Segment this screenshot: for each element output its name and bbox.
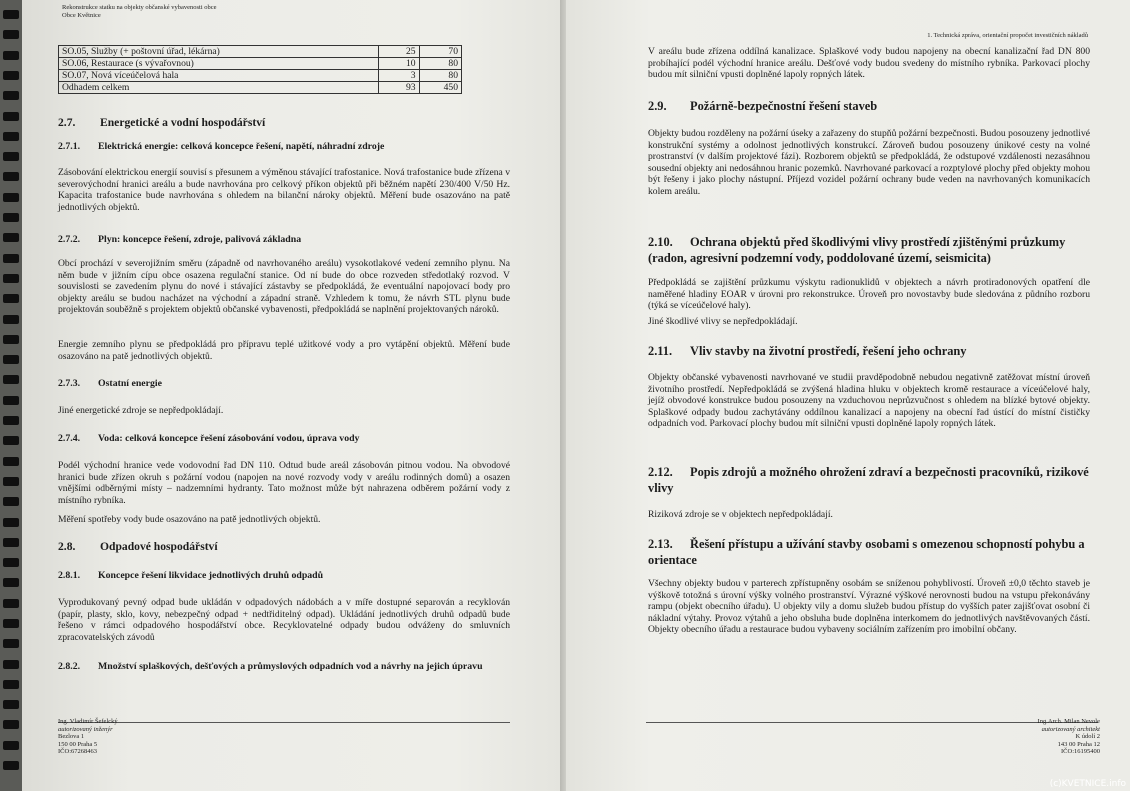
section-title: Popis zdrojů a možného ohrožení zdraví a bezpečnosti pracovníků, rizikové vlivy bbox=[648, 465, 1089, 495]
footer-line: autorizovaný architekt bbox=[1041, 725, 1100, 733]
binding-ring bbox=[3, 680, 19, 689]
section-number: 2.12. bbox=[648, 465, 673, 479]
table-cell: SO.07, Nová víceúčelová hala bbox=[59, 70, 379, 82]
binding-ring bbox=[3, 477, 19, 486]
table-row bbox=[59, 46, 462, 58]
section-heading bbox=[58, 116, 265, 129]
binding-ring bbox=[3, 51, 19, 60]
footer-line: 150 00 Praha 5 bbox=[58, 740, 98, 748]
footer-rule bbox=[646, 722, 1098, 723]
paragraph: Podél východní hranice vede vodovodní řad DN 110. Odtud bude areál zásobován pitnou vodou. Na obvodové hranici bude zřízen okruh s požární vodou (napojen na nové rozvody vody v areálu rodinných domů) a osazen vnějšími odběrnými místy – nadzemními hydranty. Tato možnost může být nahrazena odběrem požární vody z místního rybníka. bbox=[58, 460, 510, 506]
binding-ring bbox=[3, 639, 19, 648]
paragraph: Všechny objekty budou v parterech zpřístupněny osobám se sníženou pohyblivostí. Úroveň ±0,0 těchto staveb je výškově totožná s úrovní výšky volného prostranství. Výrazné výškové nerovnosti budou na vstupu překonávány rampu (objekt obecního úřadu). U objekty vily a domu služeb budou přístup do vyšších pater zajišťovat osobní či nákladní výtahy. Provoz výtahů a jeho obsluha bude doplněna interkomem do jednotlivých navštěvovaných částí. Objekty obecního úřadu a restaurace budou vybaveny sociálním zařízením pro imobilní občany. bbox=[648, 578, 1090, 636]
subsection-heading bbox=[58, 378, 162, 389]
section-number: 2.9. bbox=[648, 99, 667, 113]
section-title: Plyn: koncepce řešení, zdroje, palivová základna bbox=[98, 234, 302, 245]
section-number: 2.13. bbox=[648, 537, 673, 551]
subsection-heading bbox=[58, 660, 510, 673]
table-cell: 450 bbox=[419, 82, 461, 94]
paragraph: Předpokládá se zajištění průzkumu výskytu radionuklidů v objektech a návrh protiradonových opatření dle naměřené hladiny EOAR v úrovni pro rekonstrukce. Úroveň pro novostavby bude sledována z půdního rozboru (týká se víceúčelové haly). bbox=[648, 277, 1090, 312]
footer-line: K údolí 2 bbox=[1075, 733, 1100, 741]
binding-ring bbox=[3, 700, 19, 709]
paragraph: Vyprodukovaný pevný odpad bude ukládán v odpadových nádobách a v míře dostupné separován a recyklován (papír, plasty, sklo, kovy, nebezpečný odpad + nedtřiditelný odpad). Ukládání jednotlivých druhů odpadů bude řešeno v rámci odpadového hospodářství obce. Recyklovatelné odpady budou odváženy do smluvních zpracovatelských závodů bbox=[58, 597, 510, 643]
table-cell: 3 bbox=[379, 70, 419, 82]
section-number: 2.7. bbox=[58, 116, 76, 129]
paragraph: Energie zemního plynu se předpokládá pro přípravu teplé užitkové vody a pro vytápění objektů. Měření bude osazováno na patě jednotlivých objektů. bbox=[58, 339, 510, 362]
binding-ring bbox=[3, 761, 19, 770]
table-cell: 70 bbox=[419, 46, 461, 58]
binding-ring bbox=[3, 416, 19, 425]
subsection-heading bbox=[58, 234, 301, 245]
paragraph: Riziková zdroje se v objektech nepředpokládají. bbox=[648, 509, 833, 520]
section-heading bbox=[648, 343, 967, 359]
binding-ring bbox=[3, 30, 19, 39]
binding-ring bbox=[3, 538, 19, 547]
table-cell: SO.05, Služby (+ poštovní úřad, lékárna) bbox=[59, 46, 379, 58]
table-cell: 93 bbox=[379, 82, 419, 94]
section-title: Řešení přístupu a užívání stavby osobami s omezenou schopností pohybu a orientace bbox=[648, 537, 1085, 567]
binding-ring bbox=[3, 112, 19, 121]
footer-line: Ing.Arch. Milan Nevole bbox=[1037, 718, 1100, 725]
binding-ring bbox=[3, 375, 19, 384]
section-title: Voda: celková koncepce řešení zásobování vodou, úprava vody bbox=[98, 433, 360, 444]
section-heading bbox=[648, 464, 1100, 496]
binding-ring bbox=[3, 213, 19, 222]
table-cell: Odhadem celkem bbox=[59, 82, 379, 94]
left-page-header bbox=[62, 4, 217, 20]
table-cell: 80 bbox=[419, 70, 461, 82]
section-title: Odpadové hospodářství bbox=[100, 540, 218, 553]
left-page bbox=[22, 0, 562, 791]
binding-ring bbox=[3, 436, 19, 445]
subsection-heading bbox=[58, 570, 323, 581]
section-number: 2.11. bbox=[648, 344, 673, 358]
paragraph: Objekty občanské vybavenosti navrhované ve studii pravděpodobně nebudou negativně zatěžovat místní úroveň životního prostředí. Nepředpokládá se zvýšená hladina hluku v objektech kromě restaurace a víceúčelové haly, jejíž obvodové konstrukce budou posouzeny na vzduchovou neprůzvučnost s ohledem na blízké bytové objekty. Splaškové odpady budou zachytávány oddílnou kanalizací a napojeny na obecní řad ústící do místní čističky odpadních vod. Parkovací plochy budou mít silniční vpusti doplněné lapoly ropných látek. bbox=[648, 372, 1090, 430]
capacity-table bbox=[58, 45, 462, 94]
table-row bbox=[59, 58, 462, 70]
footer-rule bbox=[58, 722, 510, 723]
paragraph: Obcí prochází v severojižním směru (západně od navrhovaného areálu) vysokotlakové vedení zemního plynu. Na něm bude v jižním cípu obce osazena regulační stanice. Od ní bude do obce rozveden středotlaký rozvod. V souvislosti se zavedením plynu do nové i stávající zástavby se předpokládá, že eventuální napojovací body pro objekty areálu se budou nacházet na východní a západní straně. Vzhledem k tomu, že návrh STL plynu bude projektován souběžně s projektem objektů občanské vybavenosti, předpokládá se naplnění projektovaných nároků. bbox=[58, 258, 510, 316]
section-heading bbox=[648, 536, 1100, 568]
section-title: Koncepce řešení likvidace jednotlivých druhů odpadů bbox=[98, 570, 324, 581]
section-number: 2.7.1. bbox=[58, 141, 81, 152]
binding-ring bbox=[3, 91, 19, 100]
table-cell: 10 bbox=[379, 58, 419, 70]
subsection-heading bbox=[58, 433, 359, 444]
section-title: Elektrická energie: celková koncepce řešení, napětí, náhradní zdroje bbox=[98, 141, 385, 152]
footer-line: autorizovaný inženýr bbox=[58, 725, 113, 733]
binding-ring bbox=[3, 233, 19, 242]
footer-right bbox=[1038, 718, 1100, 756]
binding-ring bbox=[3, 274, 19, 283]
footer-left bbox=[58, 718, 118, 756]
binding-ring bbox=[3, 599, 19, 608]
paragraph: Jiné energetické zdroje se nepředpokládají. bbox=[58, 405, 224, 416]
paragraph: Zásobování elektrickou energií souvisí s přesunem a výměnou stávající trafostanice. Nová trafostanice bude zřízena v severovýchodní hranici areálu a bude navrhována pro celkový příkon objektů při běžném napětí 230/400 V/50 Hz. Kapacita trafostanice bude navrhována s ohledem na bilanční nároky objektů. Měření bude osazováno na patě jednotlivých objektů. bbox=[58, 167, 510, 213]
binding-ring bbox=[3, 10, 19, 19]
binding-ring bbox=[3, 497, 19, 506]
table-cell: 80 bbox=[419, 58, 461, 70]
section-title: Energetické a vodní hospodářství bbox=[100, 116, 266, 129]
paragraph: V areálu bude zřízena oddílná kanalizace. Splaškové vody budou napojeny na obecní kanalizační řad DN 800 probíhající podél východní hranice areálu. Dešťové vody budou svedeny do místního rybníka. Parkovací plochy budou mít silniční vpusti doplněné lapoly ropných látek. bbox=[648, 46, 1090, 81]
footer-line: Bezlova 1 bbox=[58, 733, 85, 741]
section-heading bbox=[648, 98, 877, 114]
binding-ring bbox=[3, 355, 19, 364]
binding-ring bbox=[3, 335, 19, 344]
table-cell: SO.06, Restaurace (s vývařovnou) bbox=[59, 58, 379, 70]
section-number: 2.10. bbox=[648, 235, 673, 249]
binding-ring bbox=[3, 315, 19, 324]
paragraph: Měření spotřeby vody bude osazováno na patě jednotlivých objektů. bbox=[58, 514, 321, 525]
watermark: (c)KVETNICE.info bbox=[1049, 779, 1126, 789]
binding-ring bbox=[3, 254, 19, 263]
right-page bbox=[566, 0, 1130, 791]
table-row bbox=[59, 82, 462, 94]
right-page-header: 1. Technická zpráva, orientační propočet investičních nákladů bbox=[927, 32, 1088, 39]
section-title: Vliv stavby na životní prostředí, řešení jeho ochrany bbox=[690, 344, 967, 358]
binding-ring bbox=[3, 152, 19, 161]
section-title: Ostatní energie bbox=[98, 378, 162, 389]
paragraph: Objekty budou rozděleny na požární úseky a zařazeny do stupňů požární bezpečnosti. Budou posouzeny jednotlivé konstrukční systémy a odolnost jednotlivých konstrukcí. Zároveň budou posouzeny únikové cesty na volné prostranství (v dalším projektové fázi). Rozborem objektů se předpokládá, že odstupové vzdálenosti nezasáhnou sousední objekty ani nedosáhnou hranic pozemků. Navrhované parkovací a rozptylové plochy před objekty mohou být řešeny i jako plochy nástupní. Příjezd vozidel požární ochrany bude veden na navrhovaných komunikacích kolem areálu. bbox=[648, 128, 1090, 197]
footer-line: IČO:67268463 bbox=[58, 748, 97, 756]
binding-ring bbox=[3, 619, 19, 628]
binding-ring bbox=[3, 396, 19, 405]
header-line: Obce Květnice bbox=[62, 12, 101, 19]
binding-ring bbox=[3, 741, 19, 750]
binding-ring bbox=[3, 558, 19, 567]
binding-ring bbox=[3, 294, 19, 303]
binding-ring bbox=[3, 578, 19, 587]
footer-line: IČO:16195400 bbox=[1061, 748, 1100, 756]
binding-ring bbox=[3, 720, 19, 729]
binding-ring bbox=[3, 518, 19, 527]
section-title: Požárně-bezpečnostní řešení staveb bbox=[690, 99, 878, 113]
header-line: Rekonstrukce statku na objekty občanské vybavenosti obce bbox=[62, 4, 217, 11]
binding-ring bbox=[3, 457, 19, 466]
section-title: Množství splaškových, dešťových a průmyslových odpadních vod a návrhy na jejich úpravu bbox=[98, 661, 483, 672]
section-number: 2.7.3. bbox=[58, 378, 81, 389]
table-row bbox=[59, 70, 462, 82]
section-title: Ochrana objektů před škodlivými vlivy prostředí zjištěnými průzkumy (radon, agresivní podzemní vody, poddolované území, seismicita) bbox=[648, 235, 1066, 265]
table-cell: 25 bbox=[379, 46, 419, 58]
footer-line: 143 00 Praha 12 bbox=[1057, 740, 1100, 748]
binding-ring bbox=[3, 660, 19, 669]
section-number: 2.8.2. bbox=[58, 661, 81, 672]
section-number: 2.8.1. bbox=[58, 570, 81, 581]
footer-line: Ing. Vladimír Šefelcký bbox=[58, 718, 118, 725]
binding-ring bbox=[3, 172, 19, 181]
section-number: 2.7.4. bbox=[58, 433, 81, 444]
section-number: 2.7.2. bbox=[58, 234, 81, 245]
subsection-heading bbox=[58, 141, 384, 152]
binding-ring bbox=[3, 132, 19, 141]
binding-ring bbox=[3, 193, 19, 202]
section-heading bbox=[648, 234, 1100, 266]
paragraph: Jiné škodlivé vlivy se nepředpokládají. bbox=[648, 316, 798, 327]
binding-ring bbox=[3, 71, 19, 80]
section-number: 2.8. bbox=[58, 540, 76, 553]
section-heading bbox=[58, 540, 218, 553]
